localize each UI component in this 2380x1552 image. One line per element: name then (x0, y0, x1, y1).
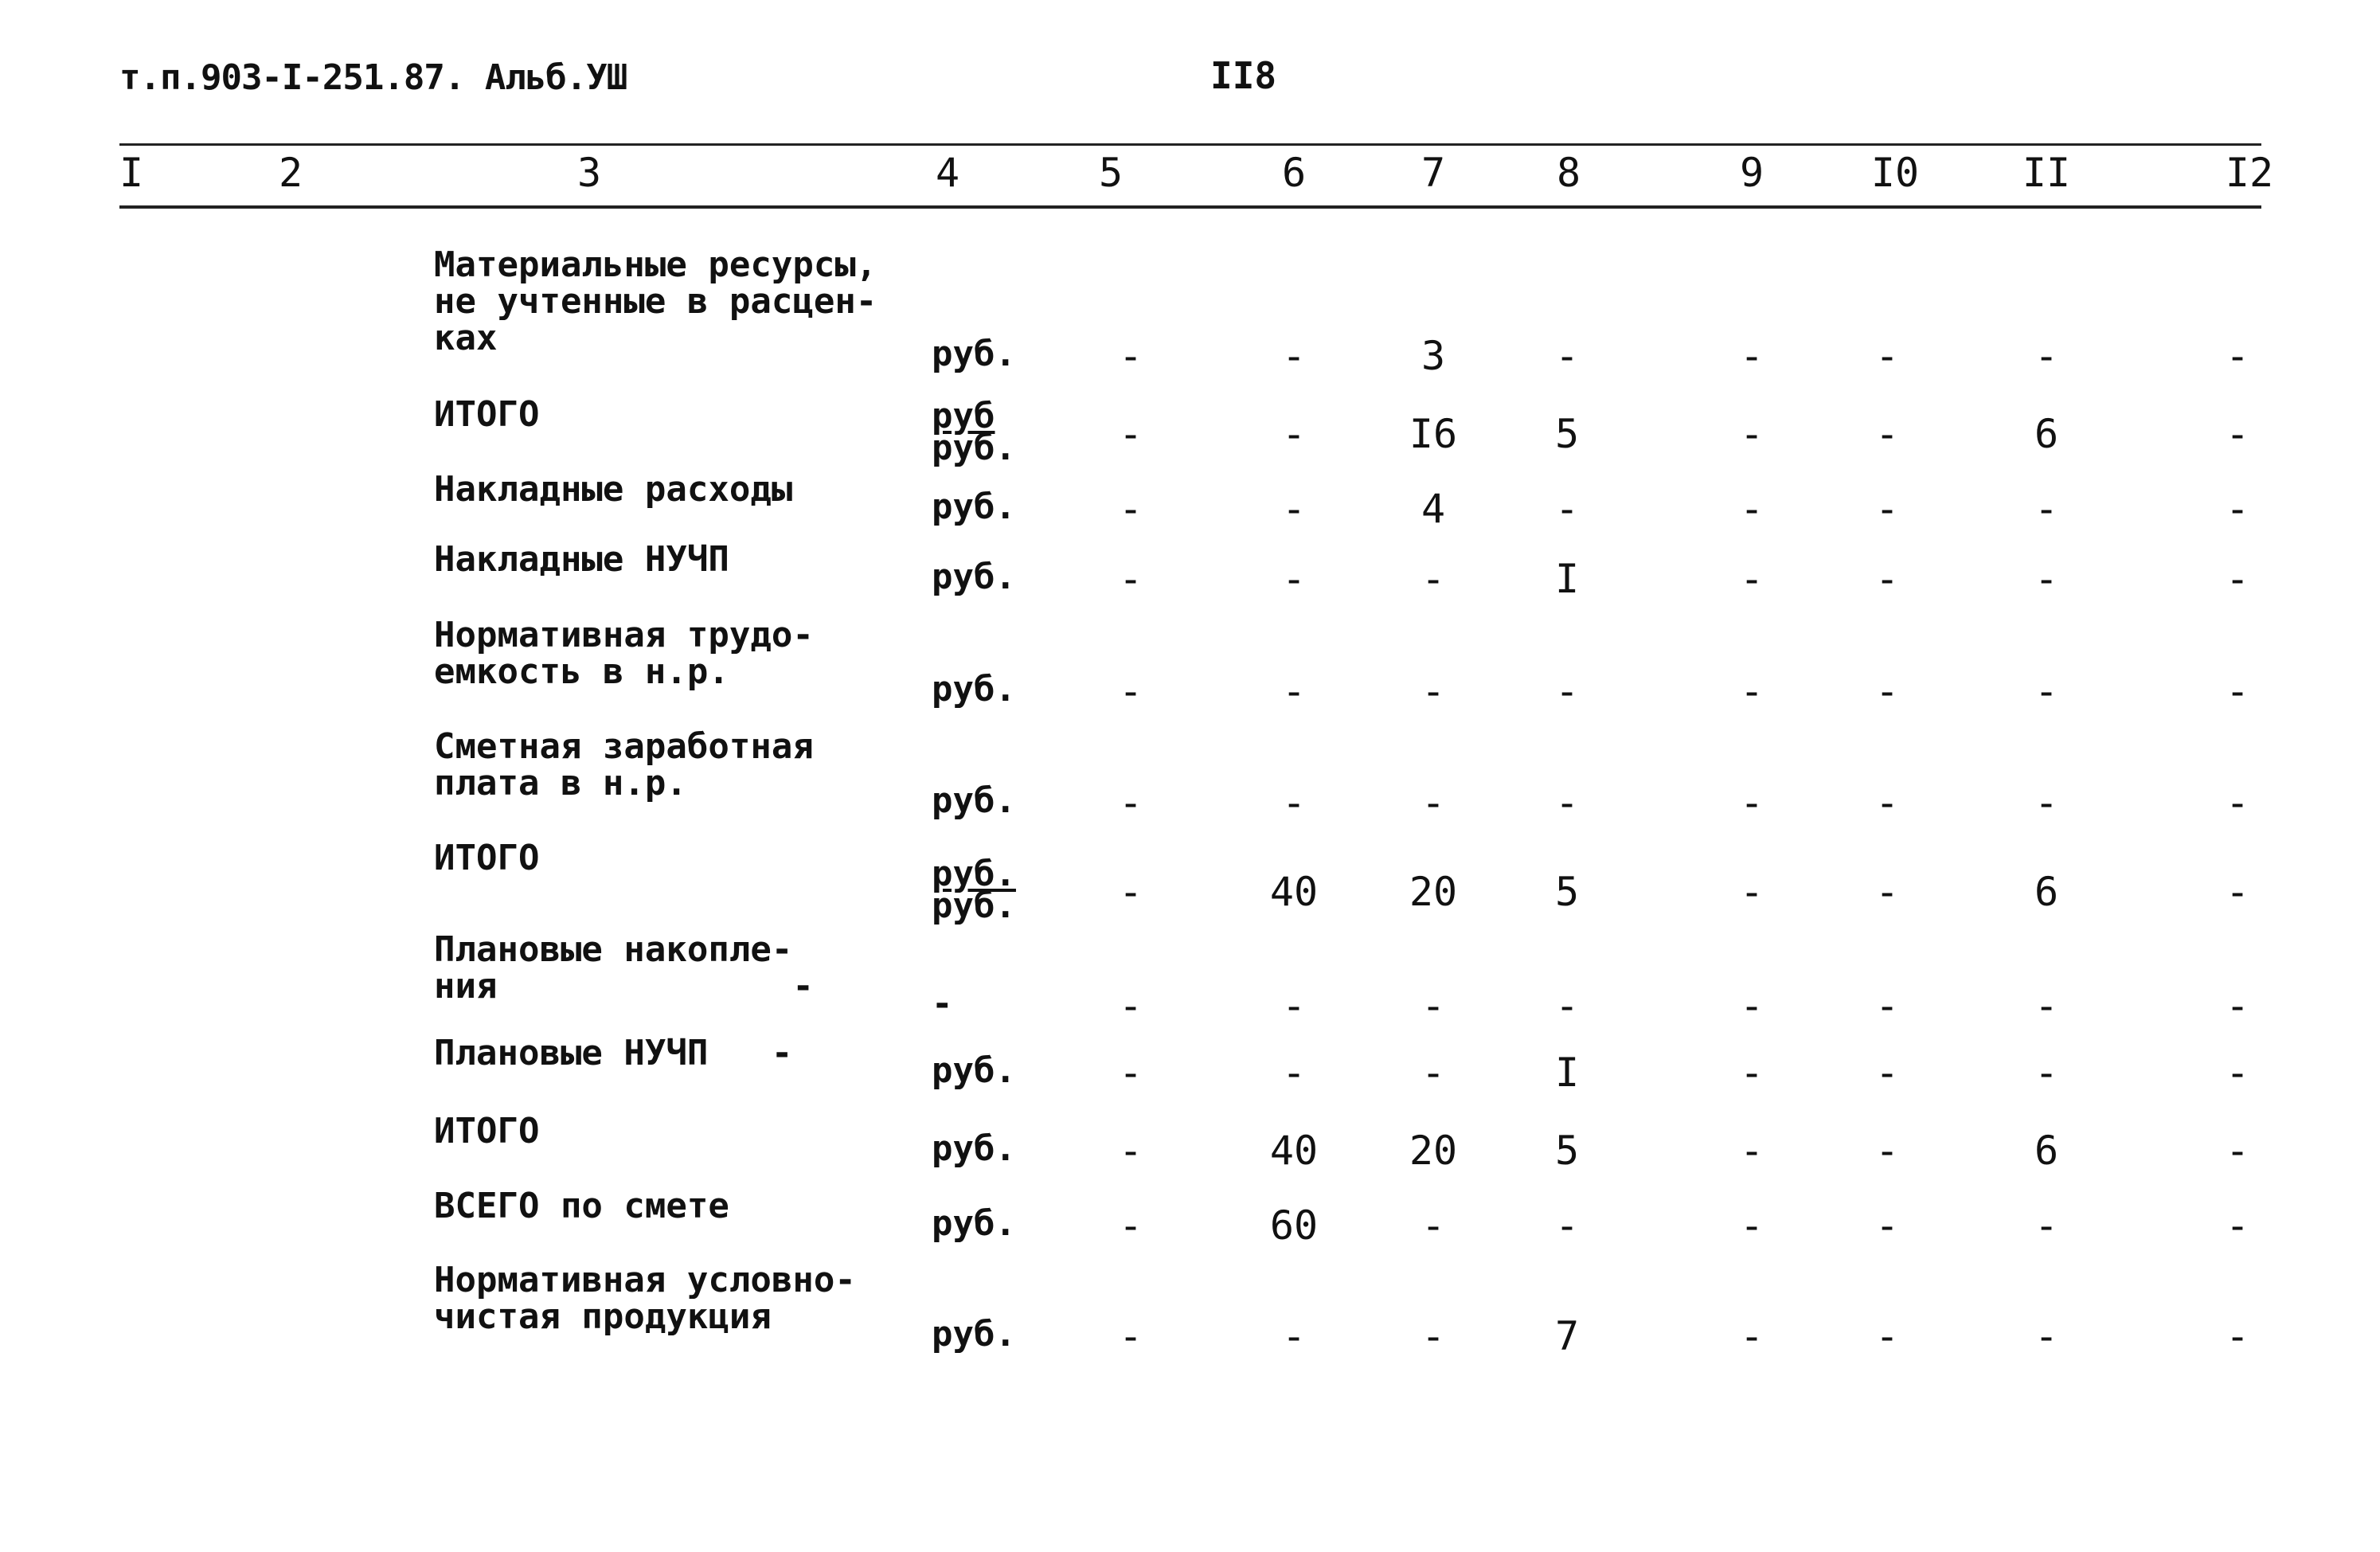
row-name (434, 726, 814, 803)
value-cell-col-11: - (2034, 556, 2059, 602)
value-cell-col-12: - (2225, 983, 2250, 1029)
column-number-2: 2 (278, 150, 303, 196)
row-name-line: Накладные расходы (434, 469, 793, 510)
value-cell-col-10: - (1874, 1313, 1900, 1359)
value-cell-col-12: - (2225, 1050, 2250, 1096)
value-cell-col-7: - (1421, 983, 1446, 1029)
column-number-4: 4 (935, 150, 960, 196)
row-name-line: чистая продукция (434, 1296, 772, 1337)
value-cell-col-6: - (1281, 1313, 1307, 1359)
value-cell-col-5: - (1118, 1128, 1143, 1174)
unit-cell: руб. (932, 557, 1016, 597)
value-cell-col-10: - (1874, 668, 1900, 714)
value-cell-col-7: - (1421, 780, 1446, 826)
value-cell-col-10: - (1874, 1050, 1900, 1096)
unit-cell: руб. (932, 487, 1016, 527)
value-cell-col-11: - (2034, 1313, 2059, 1359)
page-number: II8 (1210, 54, 1277, 97)
value-cell-col-6: - (1281, 411, 1307, 457)
value-cell-col-11: 6 (2034, 869, 2059, 915)
value-cell-col-6: - (1281, 486, 1307, 532)
column-number-12: I2 (2225, 150, 2274, 196)
unit-cell: руб. (932, 1050, 1016, 1091)
row-name (434, 929, 814, 1007)
unit-cell: руб. (932, 1314, 1016, 1355)
column-number-1: I (119, 150, 144, 196)
row-name (434, 541, 729, 578)
column-number-11: II (2022, 150, 2071, 196)
row-name-line: Плановые НУЧП - (434, 1033, 793, 1073)
value-cell-col-10: - (1874, 486, 1900, 532)
value-cell-col-8: - (1554, 333, 1580, 379)
value-cell-col-10: - (1874, 556, 1900, 602)
row-name (434, 1113, 539, 1150)
unit-cell: руб. (932, 334, 1016, 374)
value-cell-col-11: 6 (2034, 411, 2059, 457)
value-cell-col-9: - (1739, 983, 1764, 1029)
row-name (434, 617, 814, 690)
value-cell-col-11: 6 (2034, 1128, 2059, 1174)
value-cell-col-5: - (1118, 668, 1143, 714)
value-cell-col-11: - (2034, 1050, 2059, 1096)
value-cell-col-6: - (1281, 556, 1307, 602)
value-cell-col-6: - (1281, 1050, 1307, 1096)
row-name-line: ния - (434, 966, 814, 1007)
value-cell-col-9: - (1739, 1128, 1764, 1174)
value-cell-col-7: - (1421, 668, 1446, 714)
value-cell-col-12: - (2225, 668, 2250, 714)
row-name-line: ИТОГО (434, 838, 540, 878)
unit-cell: - (932, 983, 953, 1024)
value-cell-col-9: - (1739, 1050, 1764, 1096)
value-cell-col-8: - (1554, 780, 1580, 826)
value-cell-col-9: - (1739, 1313, 1764, 1359)
value-cell-col-12: - (2225, 869, 2250, 915)
row-name-line: не учтенные в расцен- (434, 281, 877, 322)
value-cell-col-5: - (1118, 556, 1143, 602)
unit-fraction (932, 398, 1016, 467)
value-cell-col-10: - (1874, 780, 1900, 826)
unit-fraction (932, 856, 1016, 925)
row-name (434, 471, 792, 508)
value-cell-col-5: - (1118, 1202, 1143, 1249)
value-cell-col-5: - (1118, 1313, 1143, 1359)
value-cell-col-7: 20 (1409, 1128, 1458, 1174)
value-cell-col-9: - (1739, 1202, 1764, 1249)
table-header-rule (119, 205, 2261, 209)
value-cell-col-11: - (2034, 1202, 2059, 1249)
value-cell-col-7: - (1421, 1050, 1446, 1096)
row-name (434, 244, 877, 358)
value-cell-col-10: - (1874, 869, 1900, 915)
unit-denominator: руб. (932, 428, 1016, 468)
column-number-6: 6 (1281, 150, 1307, 196)
value-cell-col-12: - (2225, 1313, 2250, 1359)
row-name-line: Материальные ресурсы, (434, 244, 877, 285)
column-number-8: 8 (1556, 150, 1581, 196)
value-cell-col-11: - (2034, 983, 2059, 1029)
table-top-rule (119, 143, 2261, 146)
value-cell-col-12: - (2225, 1128, 2250, 1174)
row-name-line: Нормативная трудо- (434, 615, 814, 655)
document-reference: т.п.903-I-251.87. Альб.УШ (119, 57, 627, 98)
value-cell-col-6: 60 (1269, 1202, 1319, 1249)
value-cell-col-6: - (1281, 333, 1307, 379)
row-name-line: ИТОГО (434, 394, 540, 435)
value-cell-col-9: - (1739, 869, 1764, 915)
column-number-5: 5 (1098, 150, 1124, 196)
row-name-line: Плановые накопле- (434, 929, 793, 970)
value-cell-col-8: - (1554, 1202, 1580, 1249)
value-cell-col-8: 7 (1554, 1313, 1580, 1359)
row-name (434, 1035, 792, 1072)
value-cell-col-8: - (1554, 486, 1580, 532)
value-cell-col-9: - (1739, 411, 1764, 457)
value-cell-col-5: - (1118, 333, 1143, 379)
value-cell-col-6: 40 (1269, 1128, 1319, 1174)
row-name-line: ИТОГО (434, 1111, 540, 1151)
unit-denominator: руб. (932, 885, 1016, 926)
value-cell-col-5: - (1118, 983, 1143, 1029)
row-name-line: емкость в н.р. (434, 651, 729, 692)
column-number-7: 7 (1421, 150, 1446, 196)
column-number-9: 9 (1739, 150, 1764, 196)
value-cell-col-5: - (1118, 486, 1143, 532)
value-cell-col-10: - (1874, 1128, 1900, 1174)
value-cell-col-9: - (1739, 556, 1764, 602)
unit-numerator: руб. (932, 854, 1016, 894)
value-cell-col-12: - (2225, 556, 2250, 602)
column-number-3: 3 (576, 150, 602, 196)
value-cell-col-9: - (1739, 486, 1764, 532)
value-cell-col-10: - (1874, 411, 1900, 457)
value-cell-col-8: - (1554, 668, 1580, 714)
value-cell-col-8: 5 (1554, 411, 1580, 457)
value-cell-col-5: - (1118, 1050, 1143, 1096)
value-cell-col-7: 4 (1421, 486, 1446, 532)
value-cell-col-9: - (1739, 333, 1764, 379)
value-cell-col-12: - (2225, 411, 2250, 457)
value-cell-col-5: - (1118, 411, 1143, 457)
value-cell-col-11: - (2034, 486, 2059, 532)
value-cell-col-9: - (1739, 780, 1764, 826)
value-cell-col-8: 5 (1554, 869, 1580, 915)
value-cell-col-11: - (2034, 333, 2059, 379)
row-name-line: Нормативная условно- (434, 1260, 856, 1300)
value-cell-col-11: - (2034, 668, 2059, 714)
row-name (434, 840, 539, 877)
value-cell-col-8: I (1554, 556, 1580, 602)
value-cell-col-10: - (1874, 983, 1900, 1029)
value-cell-col-8: - (1554, 983, 1580, 1029)
value-cell-col-5: - (1118, 869, 1143, 915)
value-cell-col-12: - (2225, 486, 2250, 532)
unit-cell: руб. (932, 780, 1016, 821)
value-cell-col-7: I6 (1409, 411, 1458, 457)
unit-cell: руб. (932, 1128, 1016, 1169)
value-cell-col-7: 3 (1421, 333, 1446, 379)
row-name-line: Накладные НУЧП (434, 539, 729, 580)
row-name (434, 394, 540, 435)
value-cell-col-12: - (2225, 780, 2250, 826)
row-name-line: Сметная заработная (434, 726, 814, 767)
value-cell-col-6: 40 (1269, 869, 1319, 915)
value-cell-col-9: - (1739, 668, 1764, 714)
row-name-line: плата в н.р. (434, 763, 687, 803)
value-cell-col-6: - (1281, 668, 1307, 714)
value-cell-col-10: - (1874, 1202, 1900, 1249)
value-cell-col-12: - (2225, 333, 2250, 379)
row-name-line: ВСЕГО по смете (434, 1186, 729, 1226)
value-cell-col-8: I (1554, 1050, 1580, 1096)
value-cell-col-6: - (1281, 983, 1307, 1029)
value-cell-col-5: - (1118, 780, 1143, 826)
value-cell-col-7: 20 (1409, 869, 1458, 915)
row-name-line: ках (434, 318, 498, 358)
value-cell-col-11: - (2034, 780, 2059, 826)
value-cell-col-7: - (1421, 1202, 1446, 1249)
column-number-10: I0 (1870, 150, 1920, 196)
value-cell-col-10: - (1874, 333, 1900, 379)
unit-cell: руб. (932, 669, 1016, 710)
value-cell-col-6: - (1281, 780, 1307, 826)
value-cell-col-12: - (2225, 1202, 2250, 1249)
value-cell-col-7: - (1421, 556, 1446, 602)
value-cell-col-7: - (1421, 1313, 1446, 1359)
row-name (434, 1262, 856, 1335)
value-cell-col-8: 5 (1554, 1128, 1580, 1174)
unit-numerator: руб (932, 396, 995, 436)
row-name (434, 1188, 729, 1225)
unit-cell: руб. (932, 1203, 1016, 1244)
